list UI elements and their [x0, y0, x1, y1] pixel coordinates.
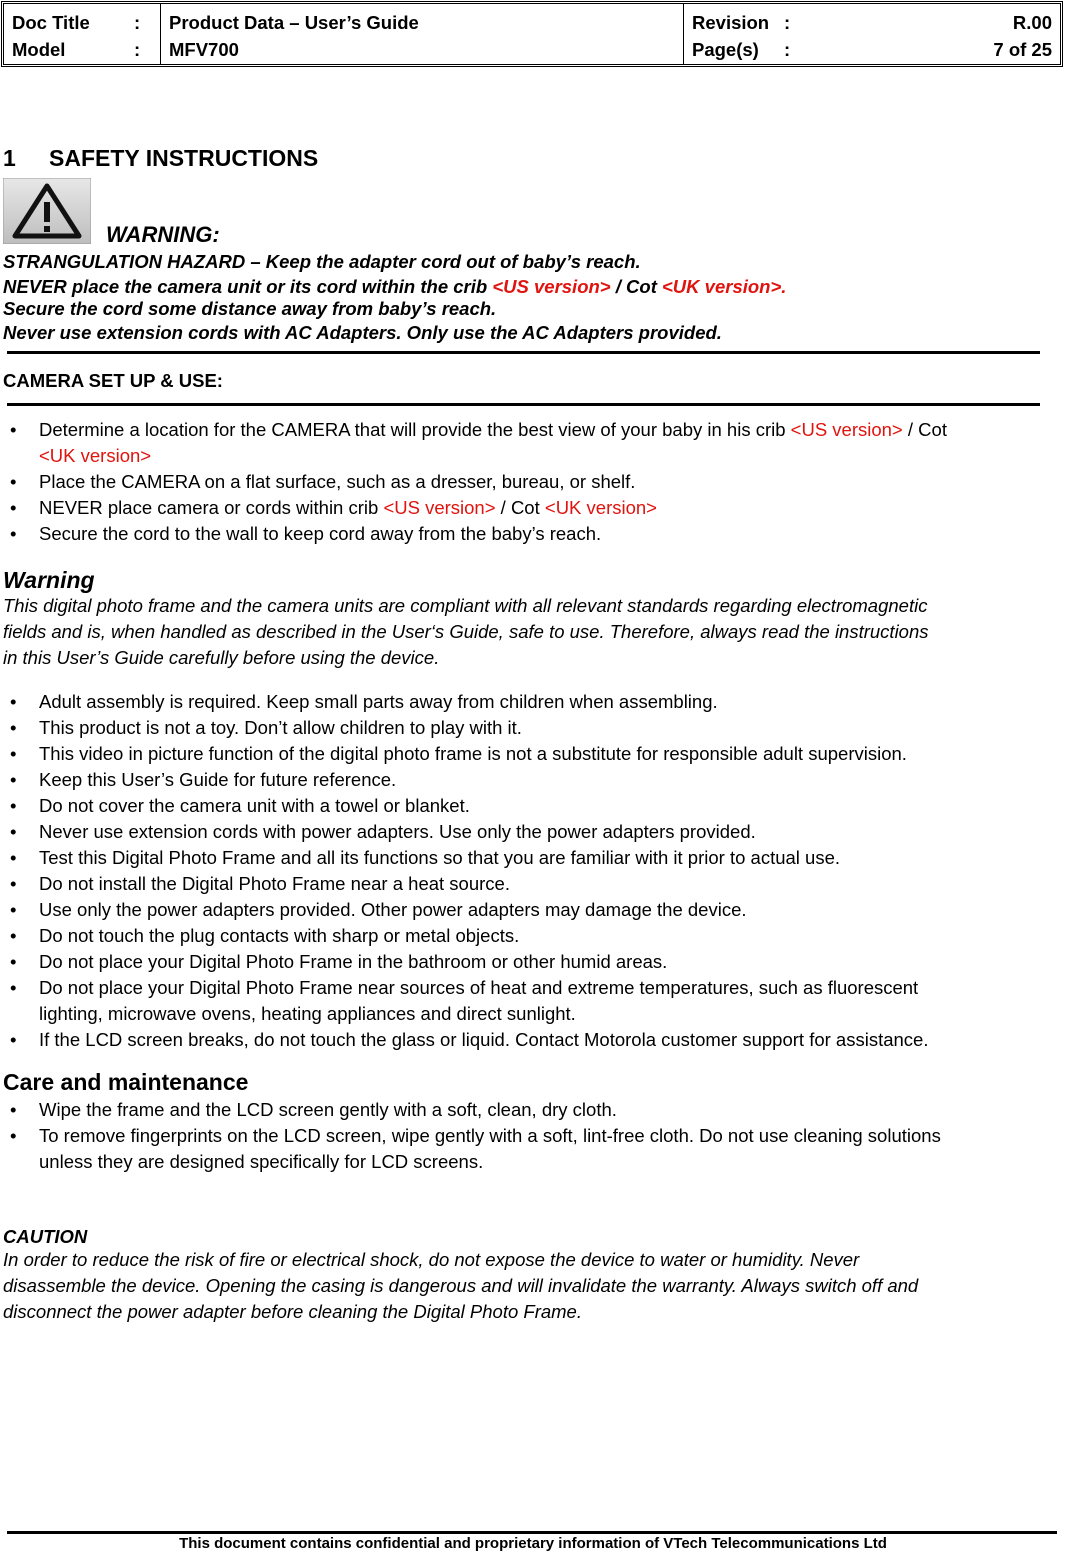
confidentiality-footer: This document contains confidential and proprietary information of VTech Telecommunications Ltd	[179, 1535, 887, 1552]
bullet: •	[10, 1029, 17, 1050]
document-header	[1, 1, 1063, 67]
bullet: •	[10, 691, 17, 712]
bullet: •	[10, 847, 17, 868]
list-item	[0, 1123, 1066, 1175]
text: Do not cover the camera unit with a towel or blanket.	[39, 795, 470, 816]
bullet: •	[10, 977, 17, 998]
text: If the LCD screen breaks, do not touch the glass or liquid. Contact Motorola customer support for assistance.	[39, 1029, 929, 1050]
text: Secure the cord to the wall to keep cord away from the baby’s reach.	[39, 523, 602, 544]
text: / Cot	[610, 276, 662, 297]
bullet: •	[10, 951, 17, 972]
text: NEVER place the camera unit or its cord within the crib	[3, 276, 493, 297]
text: Test this Digital Photo Frame and all its functions so that you are familiar with it prior to actual use.	[39, 847, 841, 868]
us-version-tag: <US version>	[492, 276, 611, 297]
text: Use only the power adapters provided. Other power adapters may damage the device.	[39, 899, 747, 920]
text: Do not touch the plug contacts with sharp or metal objects.	[39, 925, 520, 946]
text-line: In order to reduce the risk of fire or electrical shock, do not expose the device to water or humidity. Never	[3, 1249, 860, 1270]
colon: :	[134, 12, 141, 33]
list-item	[0, 689, 1066, 715]
header-revision-cell	[683, 4, 1060, 64]
text: Do not install the Digital Photo Frame near a heat source.	[39, 873, 510, 894]
list-item	[0, 495, 1066, 521]
text-line: fields and is, when handled as described in the User‘s Guide, safe to use. Therefore, always read the instructions	[3, 621, 929, 642]
warning-triangle-icon	[3, 178, 91, 244]
caution-paragraph	[3, 1247, 918, 1325]
doc-title-label: Doc Title	[12, 12, 90, 33]
text: Keep this User’s Guide for future reference.	[39, 769, 397, 790]
text: Do not place your Digital Photo Frame near sources of heat and extreme temperatures, such as fluorescent	[39, 977, 919, 998]
header-labels-cell	[4, 4, 160, 64]
camera-setup-list	[0, 417, 1066, 547]
list-item	[0, 897, 1066, 923]
list-item	[0, 1027, 1066, 1053]
section-title: SAFETY INSTRUCTIONS	[49, 145, 319, 171]
doc-title-value: Product Data – User’s Guide	[169, 12, 419, 33]
warning-heading: WARNING:	[106, 222, 220, 247]
us-version-tag: <US version>	[790, 419, 903, 440]
warning2-paragraph	[3, 593, 929, 671]
text: Do not place your Digital Photo Frame in the bathroom or other humid areas.	[39, 951, 668, 972]
caution-heading: CAUTION	[3, 1226, 88, 1247]
us-version-tag: <US version>	[383, 497, 496, 518]
bullet: •	[10, 873, 17, 894]
list-item	[0, 819, 1066, 845]
bullet: •	[10, 795, 17, 816]
text: To remove fingerprints on the LCD screen, wipe gently with a soft, lint-free cloth. Do not use cleaning solutions	[39, 1125, 941, 1146]
list-item	[0, 1097, 1066, 1123]
list-item	[0, 793, 1066, 819]
bullet: •	[10, 497, 17, 518]
colon: :	[784, 12, 791, 33]
safety-list	[0, 689, 1066, 1053]
text: unless they are designed specifically for LCD screens.	[39, 1151, 484, 1172]
bullet: •	[10, 717, 17, 738]
model-value: MFV700	[169, 39, 239, 60]
uk-version-tag: <UK version>	[39, 445, 152, 466]
text: This video in picture function of the digital photo frame is not a substitute for responsible adult supervision.	[39, 743, 907, 764]
text: lighting, microwave ovens, heating appliances and direct sunlight.	[39, 1003, 576, 1024]
bullet: •	[10, 1099, 17, 1120]
list-item	[0, 871, 1066, 897]
list-item	[0, 715, 1066, 741]
text-line: disconnect the power adapter before cleaning the Digital Photo Frame.	[3, 1301, 582, 1322]
bullet: •	[10, 1125, 17, 1146]
list-item	[0, 417, 1066, 469]
list-item	[0, 975, 1066, 1027]
list-item	[0, 949, 1066, 975]
pages-value: 7 of 25	[993, 39, 1052, 60]
text: This product is not a toy. Don’t allow children to play with it.	[39, 717, 522, 738]
list-item	[0, 521, 1066, 547]
secure-cord-line: Secure the cord some distance away from baby’s reach.	[3, 298, 497, 319]
list-item	[0, 845, 1066, 871]
bullet: •	[10, 769, 17, 790]
text-line: disassemble the device. Opening the casing is dangerous and will invalidate the warranty. Always switch off and	[3, 1275, 919, 1296]
bullet: •	[10, 471, 17, 492]
model-label: Model	[12, 39, 66, 60]
bullet: •	[10, 419, 17, 440]
pages-label: Page(s)	[692, 39, 759, 60]
divider	[7, 351, 1040, 354]
list-item	[0, 923, 1066, 949]
text: Adult assembly is required. Keep small parts away from children when assembling.	[39, 691, 718, 712]
header-values-cell	[160, 4, 684, 64]
text: NEVER place camera or cords within crib	[39, 497, 384, 518]
text: / Cot	[495, 497, 545, 518]
bullet: •	[10, 743, 17, 764]
care-heading: Care and maintenance	[3, 1069, 249, 1095]
text-line: This digital photo frame and the camera units are compliant with all relevant standards regarding electromagnetic	[3, 595, 928, 616]
bullet: •	[10, 821, 17, 842]
text-line: in this User’s Guide carefully before using the device.	[3, 647, 440, 668]
never-place-line	[3, 276, 786, 298]
text: Place the CAMERA on a flat surface, such as a dresser, bureau, or shelf.	[39, 471, 636, 492]
strangulation-line: STRANGULATION HAZARD – Keep the adapter cord out of baby’s reach.	[3, 251, 641, 272]
list-item	[0, 741, 1066, 767]
care-list	[0, 1097, 1066, 1175]
bullet: •	[10, 925, 17, 946]
colon: :	[134, 39, 141, 60]
section-heading	[3, 145, 318, 172]
warning2-heading: Warning	[3, 567, 95, 593]
section-number: 1	[3, 145, 16, 171]
divider	[7, 403, 1040, 406]
footer-divider	[7, 1531, 1057, 1534]
text: Never use extension cords with power adapters. Use only the power adapters provided.	[39, 821, 756, 842]
extension-cords-line: Never use extension cords with AC Adapters. Only use the AC Adapters provided.	[3, 322, 722, 343]
colon: :	[784, 39, 791, 60]
text: / Cot	[902, 419, 947, 440]
bullet: •	[10, 899, 17, 920]
text: Wipe the frame and the LCD screen gently with a soft, clean, dry cloth.	[39, 1099, 617, 1120]
list-item	[0, 767, 1066, 793]
text: Determine a location for the CAMERA that will provide the best view of your baby in his crib	[39, 419, 791, 440]
list-item	[0, 469, 1066, 495]
uk-version-tag: <UK version>.	[662, 276, 787, 297]
bullet: •	[10, 523, 17, 544]
revision-label: Revision	[692, 12, 770, 33]
uk-version-tag: <UK version>	[544, 497, 657, 518]
camera-setup-title: CAMERA SET UP & USE:	[3, 370, 223, 391]
revision-value: R.00	[1012, 12, 1052, 33]
